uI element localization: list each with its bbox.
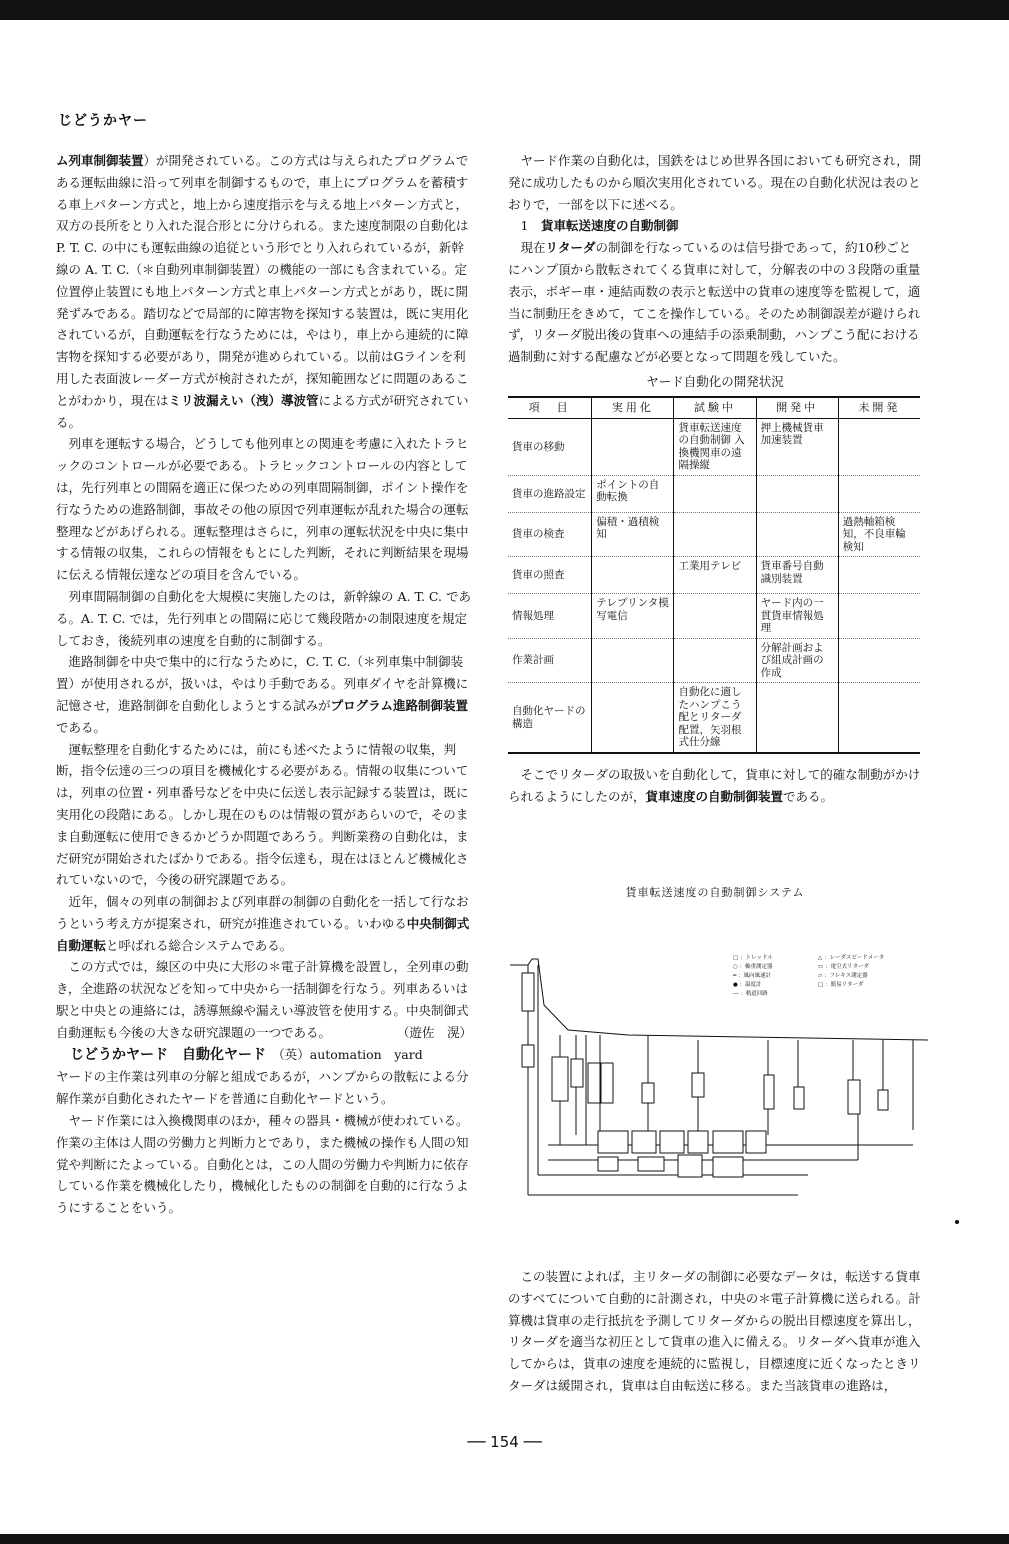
legend-entry: □ ：トレッドル xyxy=(733,955,773,961)
legend-entry: □ ：簡易リターダ xyxy=(818,982,864,988)
legend-entry: △ ：レーダスピードメータ xyxy=(818,955,885,961)
top-border xyxy=(0,0,1009,20)
paragraph: 近年，個々の列車の制御および列車群の制御の自動化を一括して行なおうという考え方が提案され，研究が推進されている。いわゆる中央制御式自動運転と呼ばれる総合システムである。 xyxy=(56,894,470,953)
right-column xyxy=(508,150,922,807)
table-cell: 押上機械貨車加速装置 xyxy=(756,418,838,475)
table-header-row xyxy=(508,397,920,419)
table-cell xyxy=(674,512,756,557)
table-cell xyxy=(838,475,920,512)
table-cell xyxy=(756,475,838,512)
legend-entry: ― ：軌道回路 xyxy=(733,991,768,997)
paragraph: ム列車制御装置）が開発されている。この方式は与えられたプログラムである運転曲線に沿って列車を制御するもので，車上にプログラムを蓄積する車上パターン方式と，地上から速度指示を与える地上パターン方式と，双方の長所をとり入れた混合形とに分けられる。また速度制限の自動化は P. T. C. の中にも運転曲線の追従という形でとり入れられているが，新幹線の A. T. C.（＊自動列車制御装置）の機能の一部にも含まれている。定位置停止装置にも地上パターン方式と車上パターン方式とがあり，既に開発ずみである。踏切などで局部的に障害物を探知する装置は，既に実用化されているが，自動運転を行なうためには，やはり，車上から連続的に障害物を探知する必要があり，開発が進められている。以前はGラインを利用した表面波レーダー方式が検討されたが，探知範囲などに問題のあることがわかり，現在はミリ波漏えい（洩）導波管による方式が研究されている。 xyxy=(56,153,469,430)
table-row xyxy=(508,475,920,512)
paragraph: 1 貨車転送速度の自動制御 xyxy=(520,218,679,234)
table-header-cell: 開発中 xyxy=(756,397,838,419)
right-top-text xyxy=(508,150,922,368)
table-cell: テレプリンタ模写電信 xyxy=(592,594,674,639)
table-cell: 偏積・過積検知 xyxy=(592,512,674,557)
table-row xyxy=(508,638,920,683)
table-row xyxy=(508,594,920,639)
yard-control-system-diagram xyxy=(508,945,928,1200)
table-cell xyxy=(838,557,920,594)
paragraph: じどうかヤード 自動化ヤード （英）automation yard xyxy=(56,1046,423,1063)
paragraph: この方式では，線区の中央に大形の＊電子計算機を設置し，全列車の動き，全進路の状況などを知って中央から一括制御を行なう。列車あるいは駅と中央との連絡には，誘導無線や漏えい導波管を使用する。中央制御式自動運転も今後の大きな研究課題の一つである。 （遊佐 滉） xyxy=(56,959,472,1040)
paragraph: 現在リターダの制御を行なっているのは信号掛であって，約10秒ごとにハンプ頂から散転されてくる貨車に対して，分解表の中の３段階の重量表示，ボギー車・連結両数の表示と転送中の貨車の速度等を監視して，適当に制動圧をきめて，てこを操作している。そのため制御誤差が避けられず，リターダ脱出後の貨車への連結手の添乗制動，ハンプこう配における過制動に対する配慮などが必要となって問題を残していた。 xyxy=(508,240,921,365)
table-header-cell: 試験中 xyxy=(674,397,756,419)
table-cell xyxy=(592,638,674,683)
paragraph: ヤード作業の自動化は，国鉄をはじめ世界各国においても研究され，開発に成功したものから順次実用化されている。現在の自動化状況は表のとおりで，一部を以下に述べる。 xyxy=(508,153,922,212)
stray-mark xyxy=(955,1220,959,1224)
legend-entry: ▭ ：電空式リターダ xyxy=(818,964,869,970)
row-label: 作業計画 xyxy=(508,638,592,683)
table-cell: 工業用テレビ xyxy=(674,557,756,594)
row-label: 情報処理 xyxy=(508,594,592,639)
development-status-table xyxy=(508,396,920,754)
paragraph: ヤードの主作業は列車の分解と組成であるが，ハンプからの散転による分解作業が自動化されたヤードを普通に自動化ヤードという。 xyxy=(56,1069,469,1107)
paragraph: そこでリターダの取扱いを自動化して，貨車に対して的確な制動がかけられるようにしたのが，貨車速度の自動制御装置である。 xyxy=(508,766,921,804)
table-row xyxy=(508,683,920,753)
right-mid-text xyxy=(508,764,922,808)
table-cell xyxy=(838,418,920,475)
table-cell: ポイントの自動転換 xyxy=(592,475,674,512)
table-cell xyxy=(592,557,674,594)
running-head: じどうかヤー xyxy=(58,113,148,129)
table-cell: ヤード内の一貫貨車情報処理 xyxy=(756,594,838,639)
bottom-border xyxy=(0,1534,1009,1544)
table-cell: 分解計画および組成計画の作成 xyxy=(756,638,838,683)
table-cell xyxy=(838,594,920,639)
legend-entry: ● ：温度計 xyxy=(733,982,762,988)
row-label: 貨車の進路設定 xyxy=(508,475,592,512)
table-cell xyxy=(592,683,674,753)
paragraph: 運転整理を自動化するためには，前にも述べたように情報の収集，判断，指令伝達の三つの項目を機械化する必要がある。情報の収集については，列車の位置・列車番号などを中央に伝送し表示記録する装置は，既に実用化の段階にある。しかし現在のものは情報の質があらいので，そのまま自動運転に使用できるかどうか問題であろう。判断業務の自動化は，まだ研究が開始されたばかりである。指令伝達も，現在はほとんど機械化されていないので，今後の研究課題である。 xyxy=(56,741,469,888)
legend-entry: ━ ：風向風速計 xyxy=(733,973,772,979)
table-title: ヤード自動化の開発状況 xyxy=(646,373,784,389)
row-label: 貨車の照査 xyxy=(508,557,592,594)
table-cell xyxy=(838,638,920,683)
legend-entry: ○ ：軸重測定器 xyxy=(733,964,773,970)
paragraph: 列車間隔制御の自動化を大規模に実施したのは，新幹線の A. T. C. である。A. T. C. では，先行列車との間隔に応じて幾段階かの制限速度を規定しておき，後続列車の速度を自動的に制御する。 xyxy=(56,588,471,648)
table-cell xyxy=(756,683,838,753)
table-cell xyxy=(838,683,920,753)
table-row xyxy=(508,418,920,475)
paragraph: ヤード作業には入換機関車のほか，種々の器具・機械が使われている。作業の主体は人間の労働力と判断力とであり，また機械の操作も人間の知覚や判断にたよっている。自動化とは，この人間の労働力や判断力に依存している作業を機械化したり，機械化したものの制御を自動的に行なうようにすることをいう。 xyxy=(56,1113,469,1216)
paragraph: 進路制御を中央で集中的に行なうために，C. T. C.（＊列車集中制御装置）が使用されるが，扱いは，やはり手動である。列車ダイヤを計算機に記憶させ，進路制御を自動化しようとする試みがプログラム進路制御装置である。 xyxy=(56,654,469,735)
legend-entry: ▱ ：フレキス測定器 xyxy=(818,973,868,979)
table-cell xyxy=(592,418,674,475)
row-label: 貨車の検査 xyxy=(508,512,592,557)
table-cell xyxy=(674,594,756,639)
table-header-cell: 未開発 xyxy=(838,397,920,419)
paragraph: この装置によれば，主リターダの制御に必要なデータは，転送する貨車のすべてについて自動的に計測され，中央の＊電子計算機に送られる。計算機は貨車の走行抵抗を予測してリターダからの脱出目標速度を算出し，リターダを適当な初圧として貨車の進入に備える。リターダへ貨車が進入してからは，貨車の速度を連続的に監視し，目標速度に近くなったときリターダは緩開され，貨車は自由転送に移る。また当該貨車の進路は， xyxy=(508,1269,921,1393)
table-header-cell: 実用化 xyxy=(592,397,674,419)
table-cell: 貨車番号自動識別装置 xyxy=(756,557,838,594)
table-row xyxy=(508,557,920,594)
table-cell: 過熱軸箱検知，不良車輪検知 xyxy=(838,512,920,557)
table-row xyxy=(508,512,920,557)
right-bottom-text xyxy=(508,1266,922,1397)
table-cell xyxy=(674,638,756,683)
table-cell: 貨車転送速度の自動制御 入換機関車の遠隔操縦 xyxy=(674,418,756,475)
figure-title: 貨車転送速度の自動制御システム xyxy=(625,886,805,899)
table-cell xyxy=(674,475,756,512)
row-label: 貨車の移動 xyxy=(508,418,592,475)
paragraph: 列車を運転する場合，どうしても他列車との関連を考慮に入れたトラヒックのコントロールが必要である。トラヒックコントロールの内容としては，先行列車との間隔を適正に保つための列車間隔制御，ポイント操作を行なうための進路制御，事故その他の原因で列車運転が乱れた場合の運転整理などがあげられる。運転整理はさらに，列車の運転状況を中央に集中する情報の収集，これらの情報をもとにした判断，それに判断結果を現場に伝える情報伝達などの項目を含んでいる。 xyxy=(56,436,469,583)
table-cell xyxy=(756,512,838,557)
table-cell: 自動化に適したハンプこう配とリターダ配置，矢羽根式仕分線 xyxy=(674,683,756,753)
left-column xyxy=(56,150,472,1219)
table-body xyxy=(508,418,920,753)
table-header-cell: 項 目 xyxy=(508,397,592,419)
row-label: 自動化ヤードの構造 xyxy=(508,683,592,753)
page-number: ── 154 ── xyxy=(467,1433,542,1451)
